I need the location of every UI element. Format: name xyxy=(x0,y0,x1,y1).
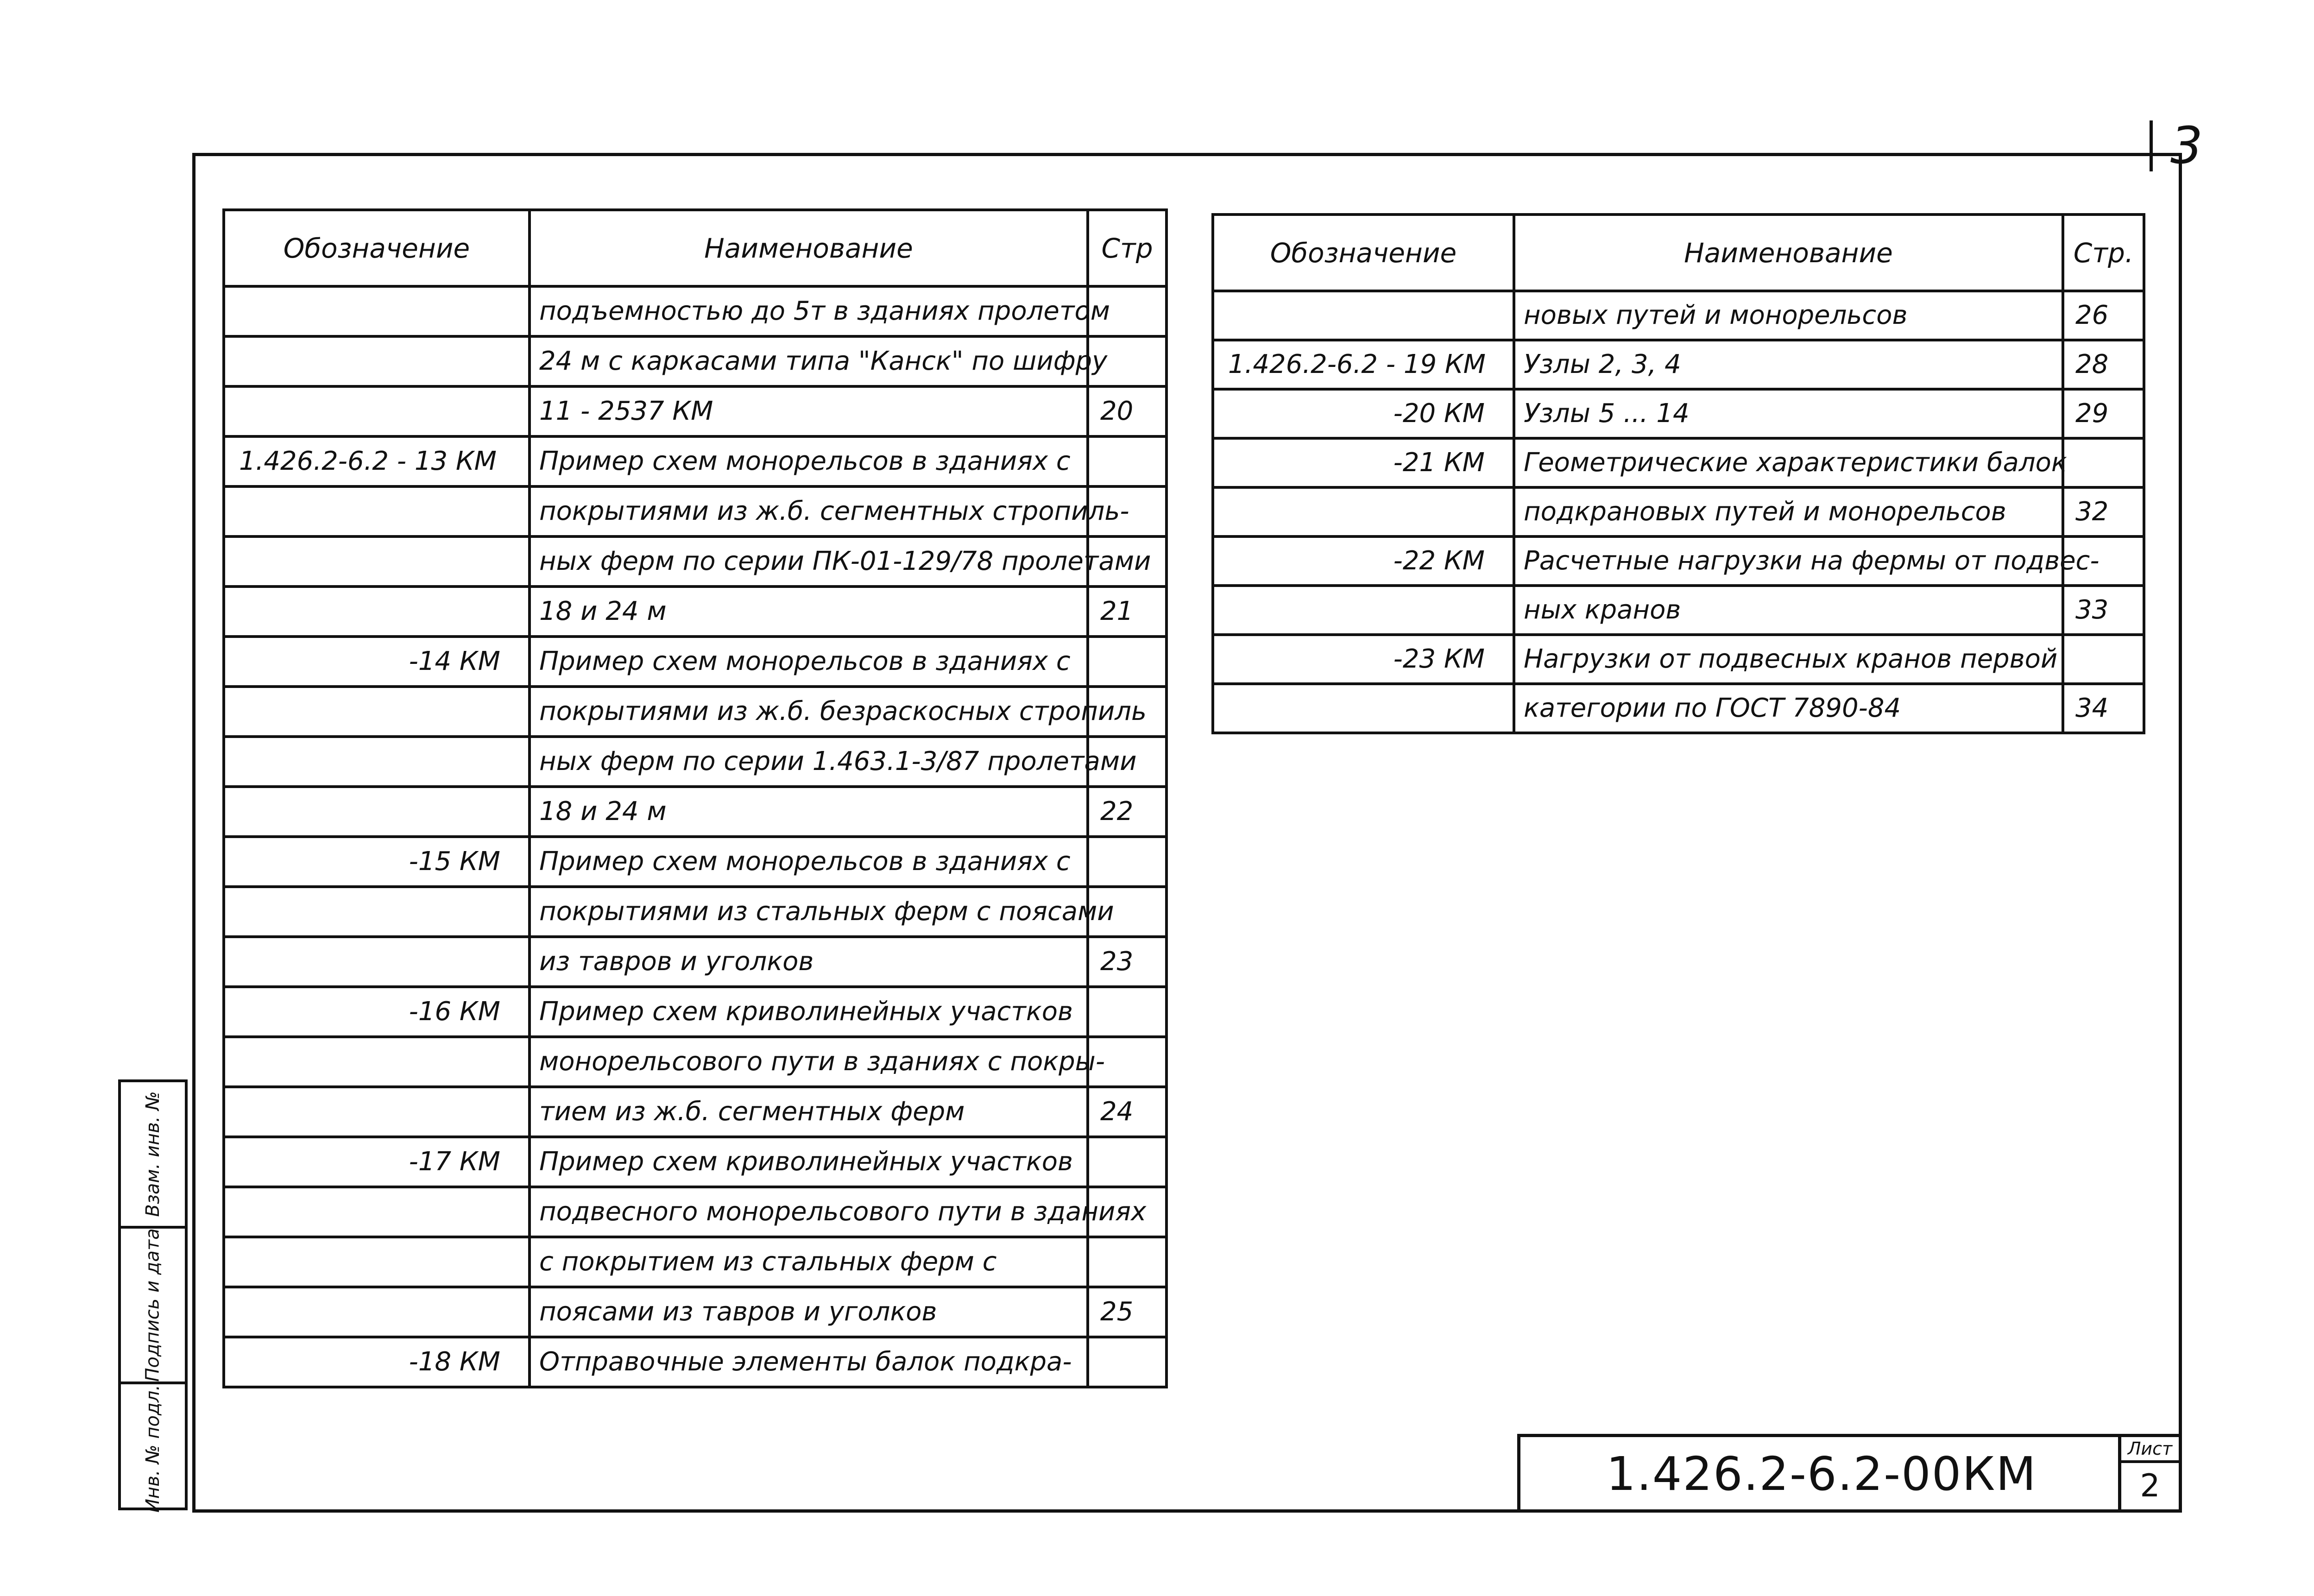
row-designation: -21 КМ xyxy=(1213,438,1514,487)
row-name: Узлы 5 ... 14 xyxy=(1514,389,2063,438)
row-designation xyxy=(224,386,530,436)
row-page xyxy=(1088,637,1166,687)
sheet-label: Лист xyxy=(2121,1437,2179,1463)
row-page xyxy=(1088,1137,1166,1187)
row-designation: 1.426.2-6.2 - 13 КМ xyxy=(224,436,530,486)
row-designation xyxy=(224,1287,530,1337)
row-page xyxy=(1088,987,1166,1037)
row-name: 18 и 24 м xyxy=(530,587,1088,637)
row-page xyxy=(1088,1237,1166,1287)
row-designation xyxy=(224,1187,530,1237)
row-page xyxy=(2063,438,2144,487)
row-page: 21 xyxy=(1088,587,1166,637)
row-name: Пример схем криволинейных участков xyxy=(530,987,1088,1037)
row-page: 29 xyxy=(2063,389,2144,438)
row-page xyxy=(1088,436,1166,486)
row-designation xyxy=(224,1037,530,1087)
header-designation: Обозначение xyxy=(1213,214,1514,291)
table-row xyxy=(224,1137,1166,1187)
row-name: подвесного монорельсового пути в зданиях xyxy=(530,1187,1088,1237)
row-name: покрытиями из ж.б. сегментных стропиль- xyxy=(530,486,1088,536)
header-name: Наименование xyxy=(1514,214,2063,291)
table-row xyxy=(1213,684,2144,733)
sheet-number: 2 xyxy=(2140,1468,2160,1504)
table-row xyxy=(224,737,1166,787)
header-designation: Обозначение xyxy=(224,210,530,286)
table-row xyxy=(224,787,1166,837)
table-row xyxy=(224,987,1166,1037)
row-name: Пример схем монорельсов в зданиях с xyxy=(530,637,1088,687)
side-stamp-cell xyxy=(121,1384,185,1513)
table-row xyxy=(1213,487,2144,536)
table-header-row xyxy=(224,210,1166,286)
table-row xyxy=(224,637,1166,687)
table-row xyxy=(1213,635,2144,684)
row-designation: -18 КМ xyxy=(224,1337,530,1387)
row-name: 24 м с каркасами типа "Канск" по шифру xyxy=(530,336,1088,386)
row-name: поясами из тавров и уголков xyxy=(530,1287,1088,1337)
sheet-cell xyxy=(2118,1437,2179,1509)
row-name: Пример схем криволинейных участков xyxy=(530,1137,1088,1187)
row-designation: -15 КМ xyxy=(224,837,530,887)
table-row xyxy=(1213,389,2144,438)
table-row xyxy=(1213,340,2144,389)
row-name: новых путей и монорельсов xyxy=(1514,291,2063,340)
row-name: подкрановых путей и монорельсов xyxy=(1514,487,2063,536)
row-designation xyxy=(224,286,530,336)
row-designation xyxy=(224,937,530,987)
row-name: Нагрузки от подвесных кранов первой xyxy=(1514,635,2063,684)
header-page: Стр xyxy=(1088,210,1166,286)
row-name: покрытиями из стальных ферм с поясами xyxy=(530,887,1088,937)
table-row xyxy=(224,1337,1166,1387)
row-name: тием из ж.б. сегментных ферм xyxy=(530,1087,1088,1137)
table-row xyxy=(224,536,1166,587)
row-name: Узлы 2, 3, 4 xyxy=(1514,340,2063,389)
document-code: 1.426.2-6.2-00КМ xyxy=(1606,1447,2037,1501)
side-stamp-cell xyxy=(121,1082,185,1229)
table-row xyxy=(224,1187,1166,1237)
table-row xyxy=(224,386,1166,436)
row-page xyxy=(1088,837,1166,887)
row-page: 33 xyxy=(2063,586,2144,635)
side-stamp xyxy=(118,1079,188,1513)
row-page: 23 xyxy=(1088,937,1166,987)
table-row xyxy=(224,1037,1166,1087)
row-designation xyxy=(224,587,530,637)
table-row xyxy=(1213,536,2144,586)
title-block xyxy=(1517,1434,2182,1513)
row-designation: -22 КМ xyxy=(1213,536,1514,586)
row-designation xyxy=(224,1237,530,1287)
side-stamp-label: Подпись и дата xyxy=(142,1228,164,1382)
row-designation: -14 КМ xyxy=(224,637,530,687)
row-page: 28 xyxy=(2063,340,2144,389)
row-designation xyxy=(224,787,530,837)
row-name: Пример схем монорельсов в зданиях с xyxy=(530,837,1088,887)
table-row xyxy=(1213,291,2144,340)
row-designation xyxy=(224,687,530,737)
row-name: ных ферм по серии 1.463.1-3/87 пролетами xyxy=(530,737,1088,787)
table-row xyxy=(224,1287,1166,1337)
row-page: 34 xyxy=(2063,684,2144,733)
row-name: из тавров и уголков xyxy=(530,937,1088,987)
row-designation xyxy=(1213,291,1514,340)
row-designation xyxy=(224,336,530,386)
table-row xyxy=(224,486,1166,536)
row-designation xyxy=(224,536,530,587)
row-name: Геометрические характеристики балок xyxy=(1514,438,2063,487)
row-page: 26 xyxy=(2063,291,2144,340)
right-spec-table xyxy=(1211,213,2145,734)
row-designation: -17 КМ xyxy=(224,1137,530,1187)
row-designation: -20 КМ xyxy=(1213,389,1514,438)
table-row xyxy=(224,837,1166,887)
table-row xyxy=(224,286,1166,336)
row-page: 20 xyxy=(1088,386,1166,436)
row-name: Расчетные нагрузки на фермы от подвес- xyxy=(1514,536,2063,586)
row-name: Пример схем монорельсов в зданиях с xyxy=(530,436,1088,486)
side-stamp-label: Взам. инв. № xyxy=(142,1091,164,1217)
row-name: категории по ГОСТ 7890-84 xyxy=(1514,684,2063,733)
row-page xyxy=(1088,1337,1166,1387)
row-designation xyxy=(1213,684,1514,733)
page-number: 3 xyxy=(2170,116,2203,175)
row-name: с покрытием из стальных ферм с xyxy=(530,1237,1088,1287)
table-header-row xyxy=(1213,214,2144,291)
side-stamp-label: Инв. № подл. xyxy=(142,1385,164,1513)
row-designation: -16 КМ xyxy=(224,987,530,1037)
row-page xyxy=(2063,635,2144,684)
table-row xyxy=(224,436,1166,486)
row-name: 11 - 2537 КМ xyxy=(530,386,1088,436)
row-designation xyxy=(224,486,530,536)
row-designation xyxy=(1213,487,1514,536)
row-name: ных ферм по серии ПК-01-129/78 пролетами xyxy=(530,536,1088,587)
row-designation xyxy=(224,887,530,937)
table-row xyxy=(224,937,1166,987)
table-row xyxy=(224,587,1166,637)
table-row xyxy=(1213,438,2144,487)
row-designation xyxy=(1213,586,1514,635)
row-designation xyxy=(224,1087,530,1137)
row-designation xyxy=(224,737,530,787)
row-name: покрытиями из ж.б. безраскосных стропиль xyxy=(530,687,1088,737)
left-spec-table xyxy=(222,208,1168,1388)
table-row xyxy=(224,336,1166,386)
side-stamp-cell xyxy=(121,1229,185,1384)
table-row xyxy=(224,1087,1166,1137)
table-row xyxy=(224,1237,1166,1287)
row-page: 24 xyxy=(1088,1087,1166,1137)
row-designation: -23 КМ xyxy=(1213,635,1514,684)
table-row xyxy=(224,687,1166,737)
row-page: 22 xyxy=(1088,787,1166,837)
row-page: 25 xyxy=(1088,1287,1166,1337)
row-designation: 1.426.2-6.2 - 19 КМ xyxy=(1213,340,1514,389)
table-row xyxy=(224,887,1166,937)
row-name: ных кранов xyxy=(1514,586,2063,635)
header-name: Наименование xyxy=(530,210,1088,286)
header-page: Стр. xyxy=(2063,214,2144,291)
table-row xyxy=(1213,586,2144,635)
row-name: подъемностью до 5т в зданиях пролетом xyxy=(530,286,1088,336)
row-name: монорельсового пути в зданиях с покры- xyxy=(530,1037,1088,1087)
row-name: 18 и 24 м xyxy=(530,787,1088,837)
row-page: 32 xyxy=(2063,487,2144,536)
row-name: Отправочные элементы балок подкра- xyxy=(530,1337,1088,1387)
